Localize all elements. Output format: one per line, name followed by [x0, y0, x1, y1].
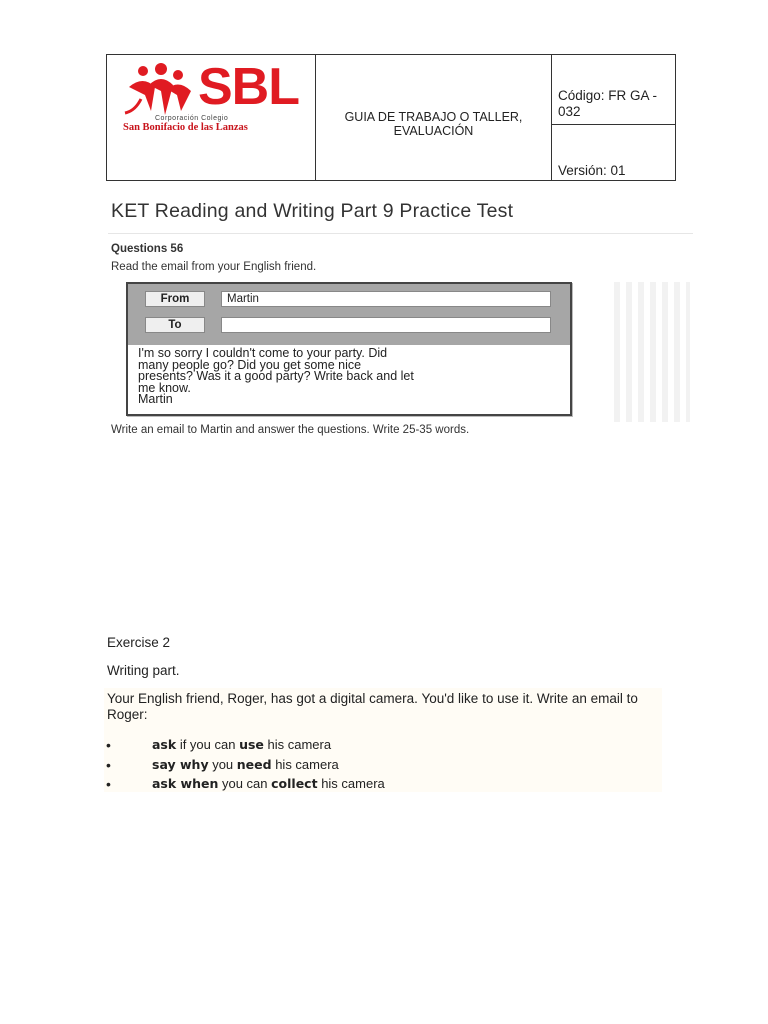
bullet-icon: •	[106, 756, 111, 773]
task-text: Your English friend, Roger, has got a digital camera. You'd like to use it. Write an email to Roger:	[107, 691, 638, 722]
email-body-line: presents? Was it a good party? Write back and let	[138, 369, 414, 383]
bullet-icon: •	[106, 737, 111, 753]
bullet-keyword: ask when	[152, 776, 219, 791]
logo-corporation: Corporación Colegio	[155, 115, 229, 122]
document-header-table	[106, 54, 676, 181]
email-box	[126, 282, 572, 416]
exercise-2-title: Exercise 2	[107, 635, 171, 650]
code-cell	[552, 55, 675, 180]
from-field: Martin	[221, 291, 551, 307]
bullet-keyword: use	[239, 737, 264, 752]
title-divider	[108, 233, 693, 234]
bullet-keyword: collect	[271, 776, 318, 791]
email-header	[128, 284, 570, 345]
logo-school-name: San Bonifacio de las Lanzas	[123, 122, 248, 133]
bullet-text: his camera	[271, 756, 339, 772]
email-body	[128, 345, 570, 409]
bullet-keyword: ask	[152, 737, 177, 752]
from-label: From	[145, 291, 205, 307]
questions-label: Questions 56	[111, 243, 184, 255]
bullet-icon: •	[106, 776, 111, 792]
faint-watermark	[614, 282, 690, 422]
doc-type-cell	[316, 55, 552, 180]
bullet-keyword: say why	[152, 756, 209, 772]
email-body-line: many people go? Did you get some nice	[138, 357, 362, 372]
doc-type-line1: GUIA DE TRABAJO O TALLER,	[344, 109, 523, 124]
email-body-line: me know.	[138, 380, 191, 395]
to-label: To	[145, 317, 205, 333]
bullet-text: his camera	[263, 737, 332, 752]
ket-title: KET Reading and Writing Part 9 Practice Test	[111, 200, 514, 222]
exercise-2-subtitle: Writing part.	[107, 663, 180, 678]
doc-code: Código: FR GA - 032	[552, 55, 675, 125]
email-body-line: I'm so sorry I couldn't come to your party. Did	[138, 346, 388, 360]
task-box	[104, 688, 662, 792]
write-instruction: Write an email to Martin and answer the questions. Write 25-35 words.	[111, 424, 470, 436]
logo-brand: SBL	[198, 58, 299, 116]
to-field	[221, 317, 551, 333]
bullet-text: you can	[218, 776, 272, 791]
doc-type-line2: EVALUACIÓN	[393, 123, 474, 138]
bullet-keyword: need	[236, 756, 272, 772]
logo-cell	[107, 55, 316, 180]
bullet-text: his camera	[317, 776, 385, 791]
bullet-text: you	[208, 756, 237, 772]
doc-version: Versión: 01	[558, 163, 626, 178]
read-instruction: Read the email from your English friend.	[111, 261, 317, 273]
bullet-text: if you can	[176, 737, 240, 752]
email-body-line: Martin	[138, 392, 173, 406]
school-logo-icon	[121, 61, 196, 119]
